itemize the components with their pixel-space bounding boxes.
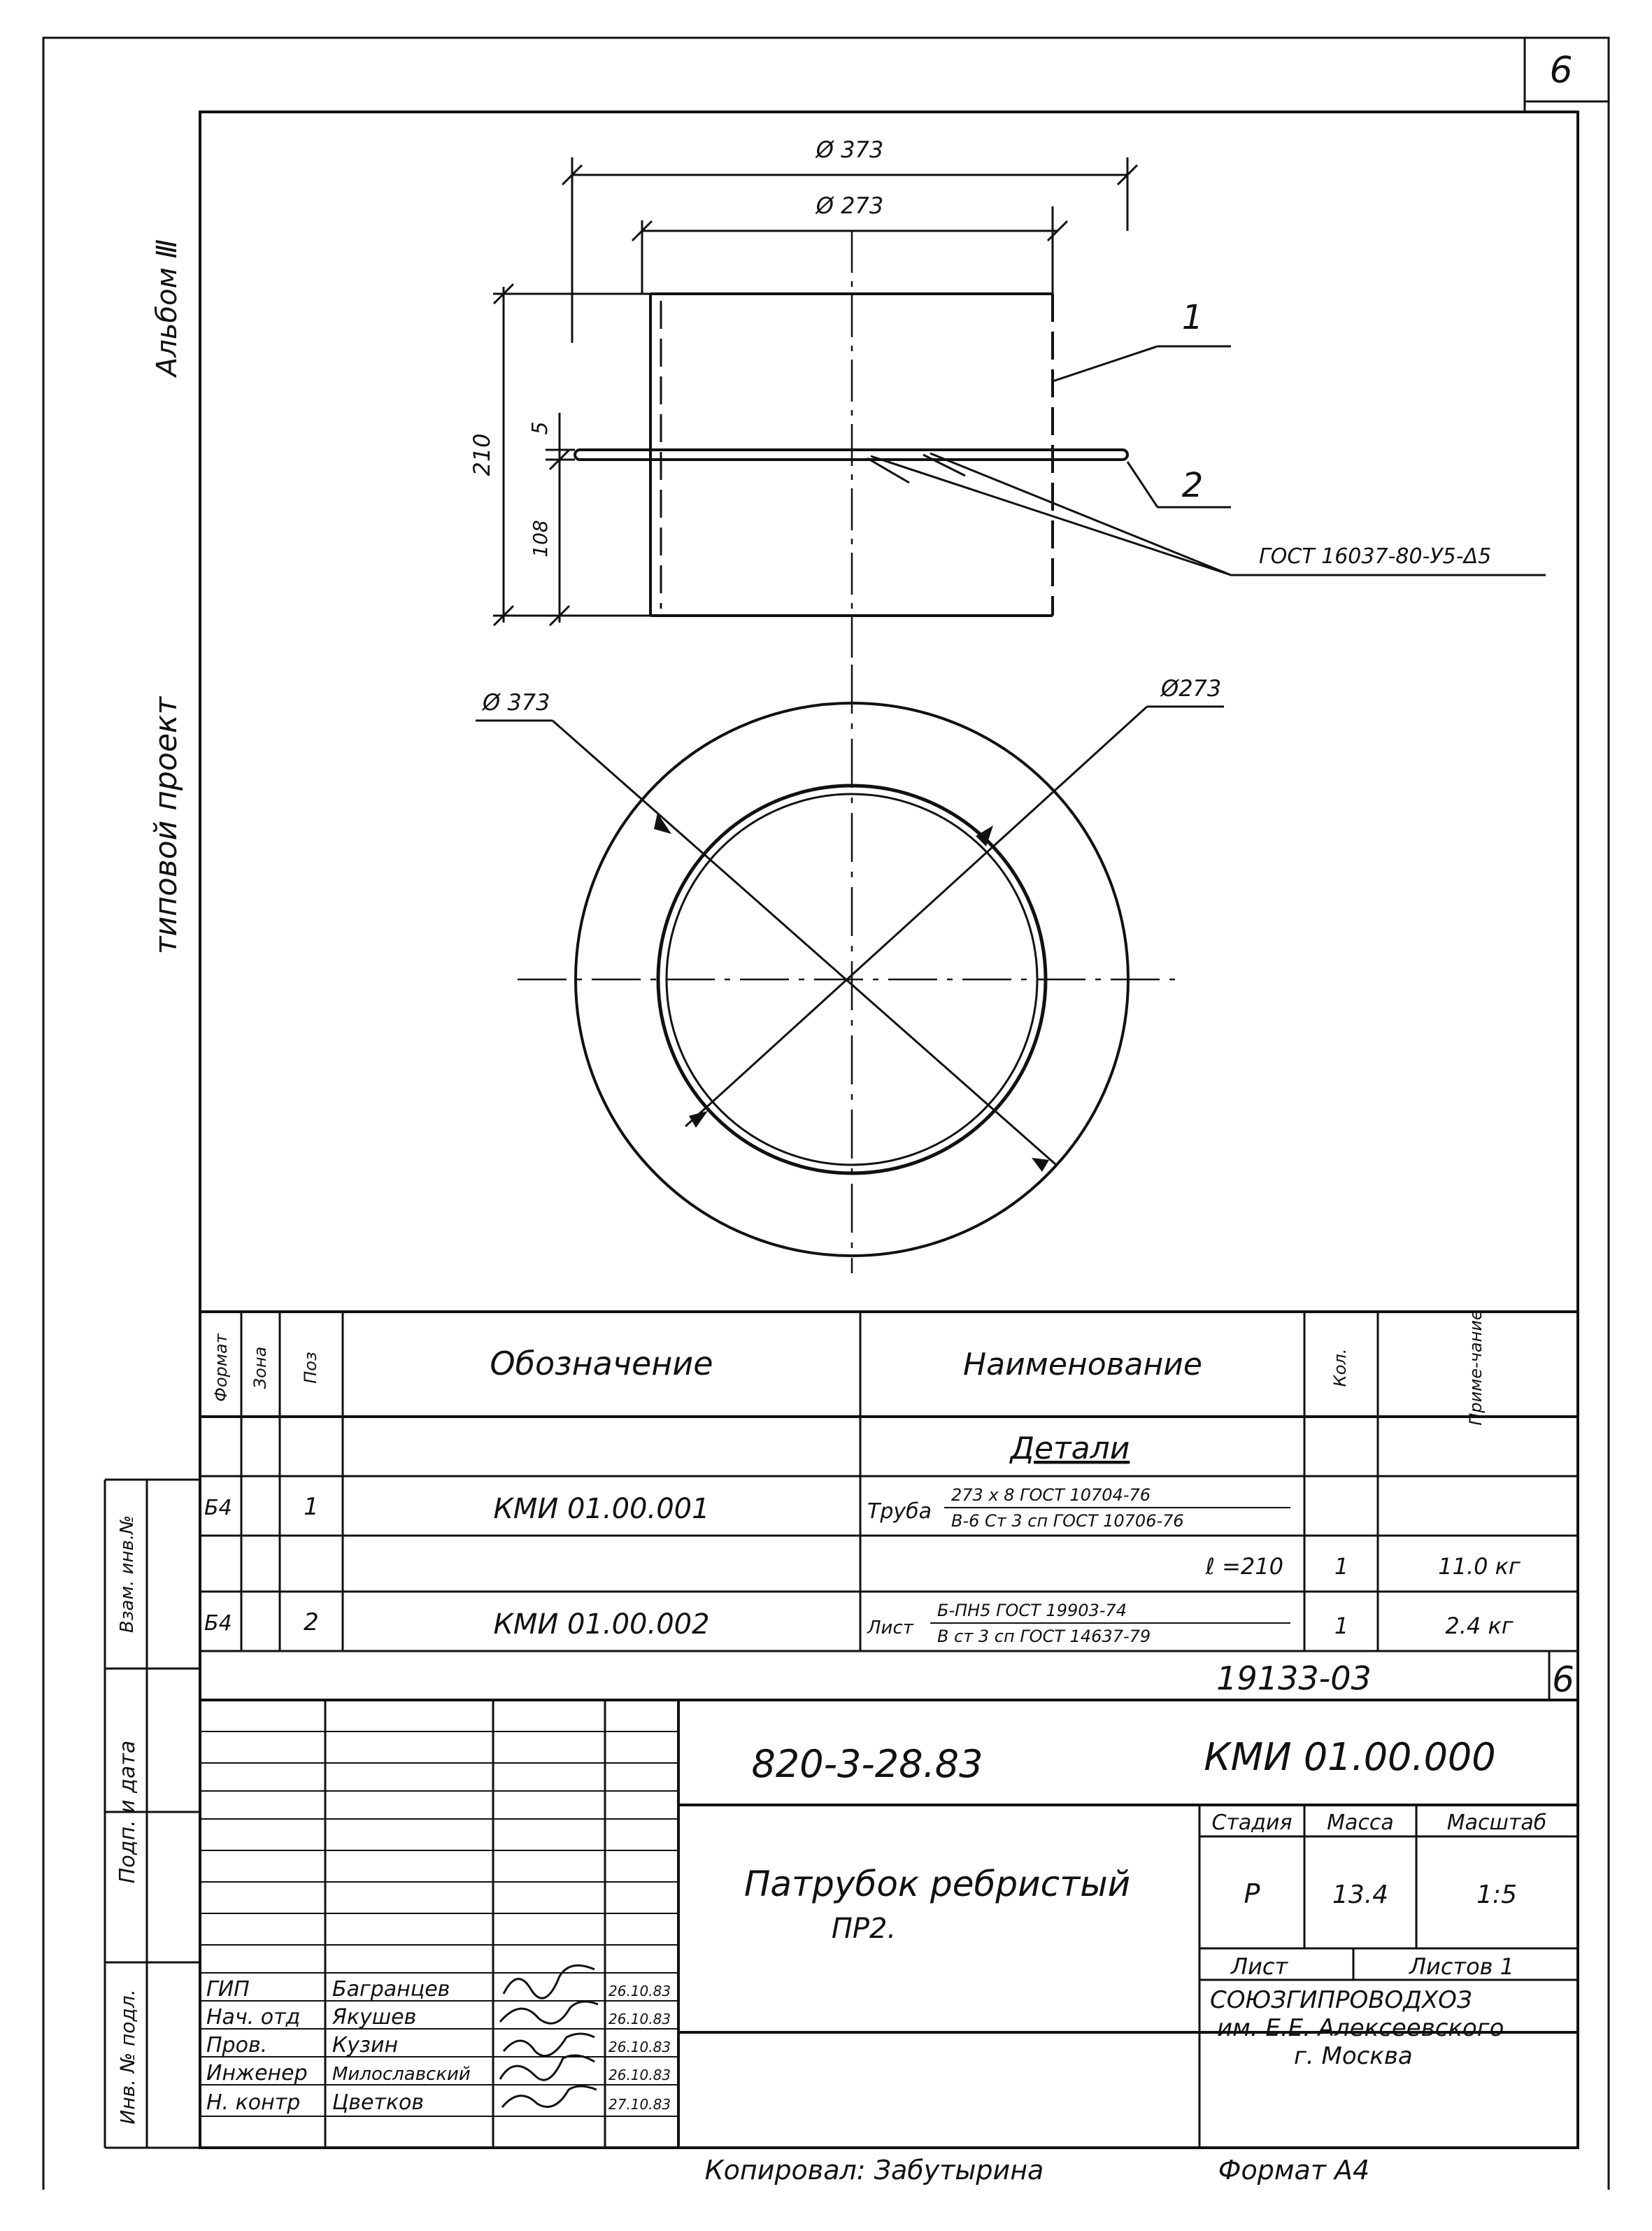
person-1-name: Багранцев <box>332 1977 450 2002</box>
drawing-title-line-1: Патрубок ребристый <box>743 1864 1131 1904</box>
copied-by: Копировал: Забутырина <box>704 2155 1044 2186</box>
strip-podp-date: Подп. и дата <box>115 1740 140 1884</box>
spec-row-1-name-top: 273 х 8 ГОСТ 10704-76 <box>951 1485 1151 1505</box>
callout-2: 2 <box>1181 466 1204 505</box>
dim-height: 210 <box>469 433 495 476</box>
spec-header-designation: Обозначение <box>490 1345 713 1382</box>
strip-vzam: Взам. инв.№ <box>117 1515 138 1634</box>
scale-value: 1:5 <box>1476 1881 1517 1909</box>
person-2-date: 26.10.83 <box>608 2011 671 2027</box>
drawing-title-line-2: ПР2. <box>831 1913 897 1945</box>
spec-row-2-name-bottom: В ст 3 сп ГОСТ 14637-79 <box>937 1627 1151 1646</box>
organization-city: г. Москва <box>1294 2042 1413 2070</box>
scale-label: Масштаб <box>1446 1811 1547 1835</box>
callout-1: 1 <box>1181 298 1204 337</box>
spec-header-pos: Поз <box>301 1352 320 1384</box>
dim-rib: 5 <box>528 421 553 435</box>
dim-circle-inner: Ø273 <box>1161 675 1222 702</box>
mass-label: Масса <box>1327 1811 1394 1835</box>
mass-value: 13.4 <box>1332 1881 1389 1909</box>
project-caption: типовой проект <box>148 696 184 955</box>
spec-row-1-format: Б4 <box>204 1496 232 1520</box>
person-2-role: Нач. отд <box>206 2005 301 2030</box>
person-3-date: 26.10.83 <box>608 2039 671 2055</box>
person-5-name: Цветков <box>332 2090 425 2115</box>
dim-inner-top: Ø 273 <box>816 192 884 219</box>
spec-row-2-qty: 1 <box>1334 1613 1349 1639</box>
stage-value: Р <box>1244 1878 1260 1909</box>
person-4-date: 26.10.83 <box>608 2067 671 2083</box>
person-1-role: ГИП <box>206 1977 250 2002</box>
elevation-view <box>575 231 1127 658</box>
organization-named-after: им. Е.Е. Алексеевского <box>1217 2014 1504 2042</box>
spec-row-1-name-prefix: Труба <box>867 1499 932 1524</box>
stage-label: Стадия <box>1211 1811 1293 1835</box>
spec-row-2-note: 2.4 кг <box>1445 1613 1514 1639</box>
spec-row-1-name-bottom: В-6 Ст 3 сп ГОСТ 10706-76 <box>951 1511 1184 1531</box>
spec-row-1-pos: 1 <box>304 1493 319 1521</box>
weld-note: ГОСТ 16037-80-У5-Δ5 <box>1259 544 1492 569</box>
spec-row-2-name-top: Б-ПН5 ГОСТ 19903-74 <box>937 1601 1127 1620</box>
document-code: КМИ 01.00.000 <box>1204 1735 1496 1779</box>
spec-row-1-qty: 1 <box>1334 1553 1349 1580</box>
person-5-date: 27.10.83 <box>608 2096 671 2113</box>
sheet-format: Формат А4 <box>1218 2155 1370 2186</box>
person-5-role: Н. контр <box>206 2090 301 2115</box>
dim-outer-top: Ø 373 <box>816 136 884 163</box>
inventory-sheet: 6 <box>1552 1659 1574 1700</box>
person-3-role: Пров. <box>206 2033 268 2058</box>
spec-row-2-name-prefix: Лист <box>867 1617 913 1638</box>
sheet-number: 6 <box>1549 50 1573 92</box>
strip-inv-podl: Инв. № подл. <box>116 1989 139 2125</box>
spec-section-title: Детали <box>1010 1431 1130 1466</box>
spec-row-2-pos: 2 <box>304 1608 319 1636</box>
spec-row-1-name-extra: ℓ =210 <box>1205 1553 1283 1580</box>
spec-header-name: Наименование <box>963 1347 1202 1382</box>
person-4-name: Милославский <box>332 2064 471 2085</box>
spec-header-note: Приме-чание <box>1466 1310 1486 1426</box>
inventory-code: 19133-03 <box>1216 1659 1372 1697</box>
sheets-label: Листов 1 <box>1409 1953 1515 1980</box>
spec-row-1-note: 11.0 кг <box>1438 1553 1521 1580</box>
spec-row-2-format: Б4 <box>204 1611 232 1636</box>
elevation-dimensions <box>493 157 1137 625</box>
organization-name: СОЮЗГИПРОВОДХОЗ <box>1210 1986 1472 2014</box>
plan-view <box>476 665 1224 1273</box>
person-3-name: Кузин <box>332 2033 399 2058</box>
album-caption: Альбом Ⅲ <box>151 239 183 377</box>
dim-circle-outer: Ø 373 <box>483 689 550 716</box>
spec-header-qty: Кол. <box>1330 1348 1350 1387</box>
spec-header-zone: Зона <box>250 1346 270 1389</box>
dim-lower: 108 <box>529 520 552 558</box>
project-code: 820-3-28.83 <box>751 1742 983 1786</box>
person-4-role: Инженер <box>206 2061 308 2085</box>
spec-header-format: Формат <box>211 1333 231 1402</box>
spec-row-2-designation: КМИ 01.00.002 <box>493 1608 710 1641</box>
spec-row-1-designation: КМИ 01.00.001 <box>493 1493 710 1525</box>
person-1-date: 26.10.83 <box>608 1983 671 1999</box>
sheet-label: Лист <box>1231 1953 1288 1980</box>
person-2-name: Якушев <box>332 2005 417 2030</box>
signatures <box>500 1965 598 2107</box>
